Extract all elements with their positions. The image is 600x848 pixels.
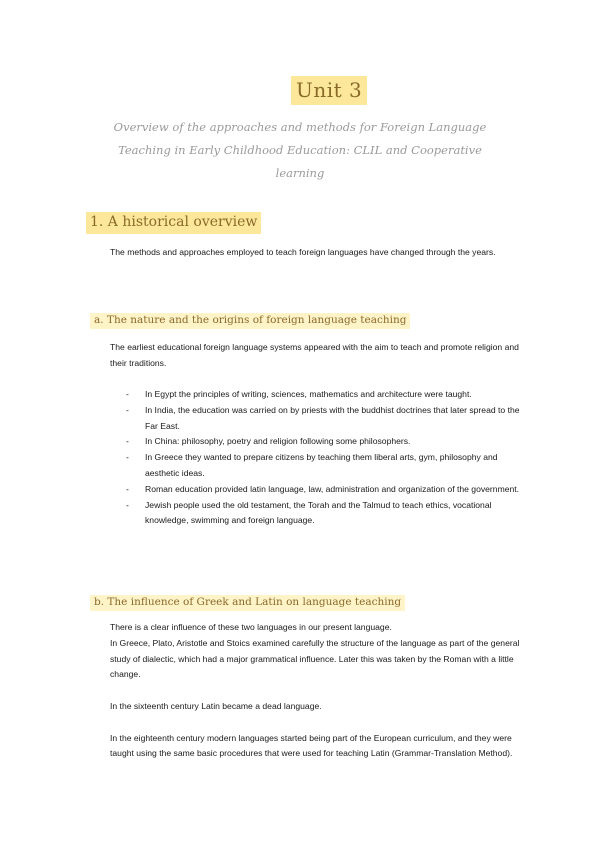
- sectionB-paragraph: In the eighteenth century modern languages started being part of the European curriculum, and they were taught using the same basic procedures that were used for teaching Latin (Grammar-Translation Method).: [110, 732, 513, 759]
- section-heading-historical-overview: 1. A historical overview: [86, 212, 261, 234]
- subsection-heading-greek-latin: b. The influence of Greek and Latin on language teaching: [90, 595, 405, 611]
- bullet-dash: -: [126, 483, 129, 494]
- bullet-dash: -: [126, 452, 129, 463]
- section1-intro: [110, 245, 520, 261]
- sectionA-intro-text: The earliest educational foreign language systems appeared with the aim to teach and promote religion and their traditions.: [110, 342, 519, 368]
- list-item: [126, 403, 521, 435]
- list-item-text: In Greece they wanted to prepare citizens by teaching them liberal arts, gym, philosophy and aesthetic ideas.: [145, 452, 498, 478]
- bullet-dash: -: [126, 404, 129, 415]
- bullet-dash: -: [126, 389, 129, 399]
- list-item-text: Roman education provided latin language, law, administration and organization of the government.: [145, 483, 520, 494]
- bullet-dash: -: [126, 436, 129, 447]
- section1-intro-text: The methods and approaches employed to teach foreign languages have changed through the years.: [110, 247, 496, 257]
- list-item: [126, 498, 521, 530]
- list-item-text: Jewish people used the old testament, the Torah and the Talmud to teach ethics, vocational knowledge, swimming and foreign language.: [145, 499, 492, 526]
- sectionB-paragraph: In Greece, Plato, Aristotle and Stoics examined carefully the structure of the language as part of the general study of dialectic, which had a major grammatical influence. Later this was taken by the Roman with a little change.: [110, 637, 520, 680]
- list-item: [126, 387, 521, 403]
- list-item: [126, 482, 521, 498]
- sectionB-paragraph: In the sixteenth century Latin became a dead language.: [110, 700, 322, 711]
- page-title: Unit 3: [291, 76, 367, 105]
- page-subtitle: Overview of the approaches and methods for Foreign Language Teaching in Early Childhood Education: CLIL and Cooperative learning: [113, 120, 487, 180]
- sectionB-paragraph: There is a clear influence of these two languages in our present language.: [110, 622, 392, 632]
- subsection-heading-origins: a. The nature and the origins of foreign language teaching: [90, 313, 410, 329]
- sectionB-body: [110, 620, 520, 762]
- list-item-text: In Egypt the principles of writing, sciences, mathematics and architecture were taught.: [145, 389, 472, 399]
- sectionA-intro: [110, 340, 520, 372]
- list-item-text: In China: philosophy, poetry and religion following some philosophers.: [145, 436, 411, 447]
- list-item: [126, 434, 521, 450]
- list-item: [126, 450, 521, 482]
- bullet-dash: -: [126, 499, 129, 510]
- list-item-text: In India, the education was carried on by priests with the buddhist doctrines that later spread to the Far East.: [145, 404, 520, 431]
- origins-bullet-list: [126, 387, 521, 529]
